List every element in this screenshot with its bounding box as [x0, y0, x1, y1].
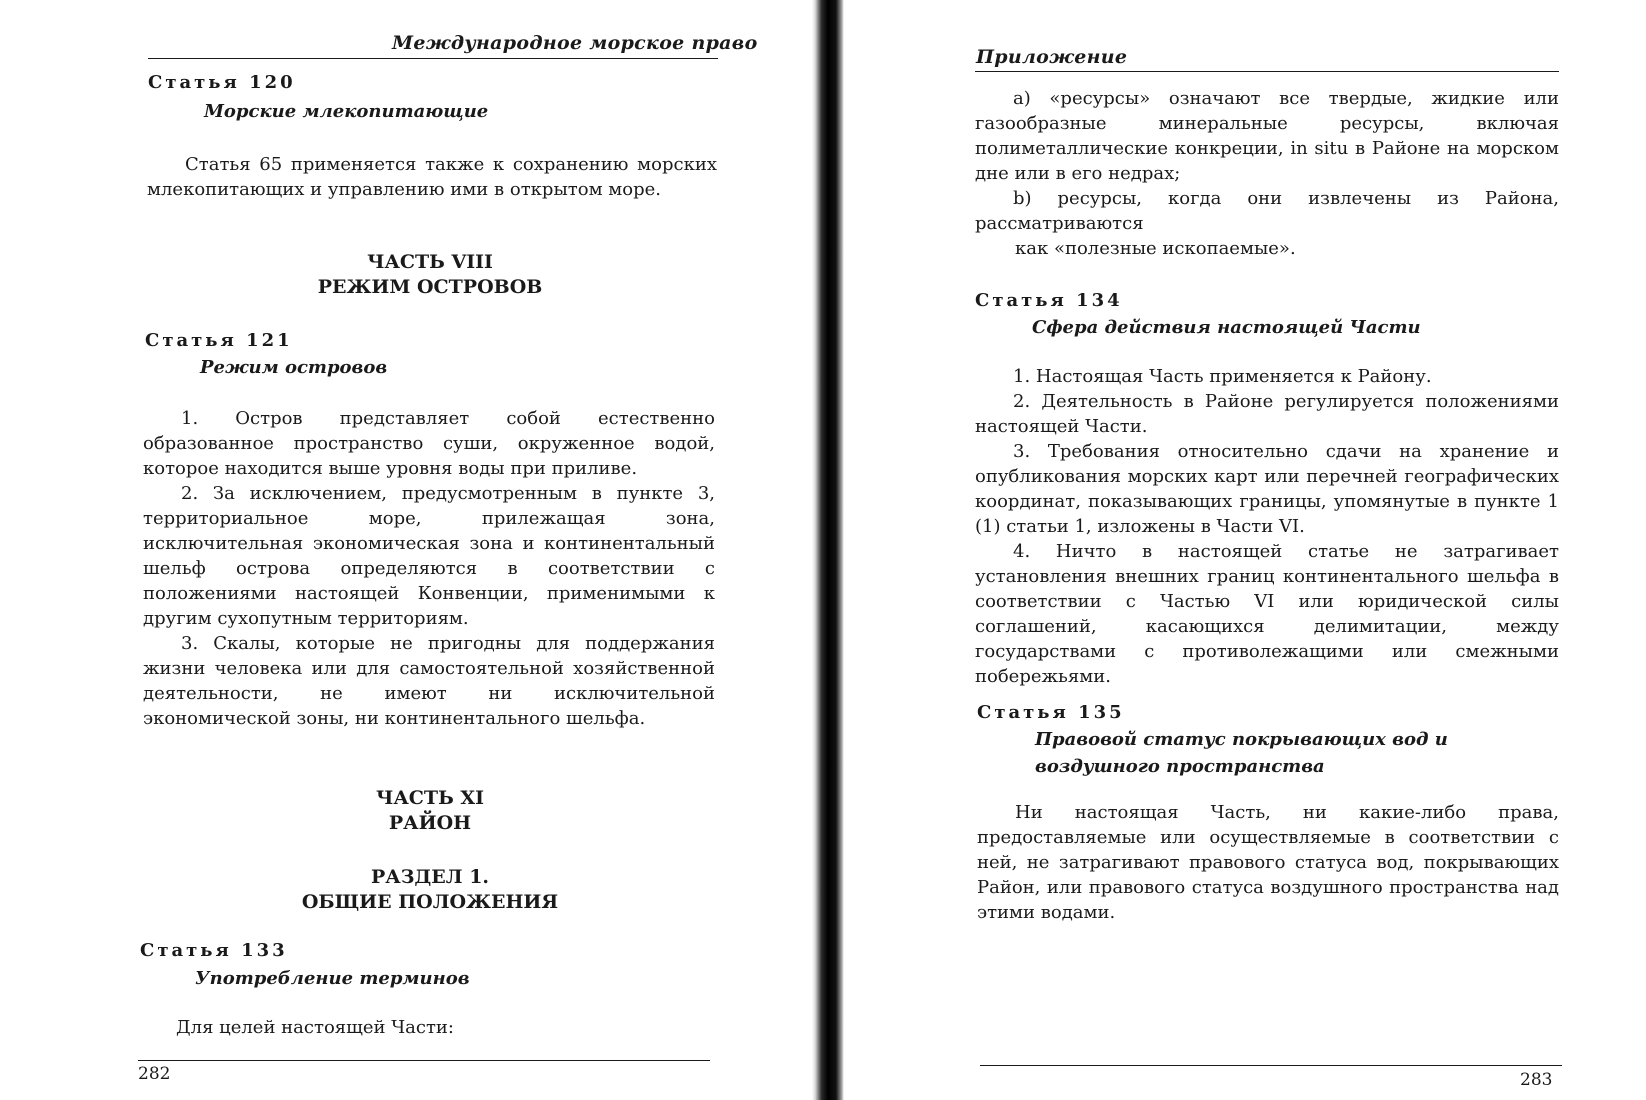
paragraph: как «полезные ископаемые».	[1015, 238, 1296, 259]
paragraph: 3. Скалы, которые не пригодны для поддержания жизни человека или для самостоятельной хозяйственной деятельности, не имеют ни исключительной экономической зоны, ни континентального шельфа.	[143, 633, 715, 729]
article-title: Правовой статус покрывающих вод и воздушного пространства	[1035, 729, 1448, 777]
paragraph: 3. Требования относительно сдачи на хранение и опубликования морских карт или перечней географических координат, показывающих границы, упомянутые в пункте 1 (1) статьи 1, изложены в Части VI.	[975, 441, 1559, 537]
paragraph: 2. За исключением, предусмотренным в пункте 3, территориальное море, прилежащая зона, исключительная экономическая зона и континентальный шельф острова определяются в соответствии с положениями настоящей Конвенции, применимыми к другим сухопутным территориям.	[143, 483, 715, 629]
header-rule	[148, 58, 718, 59]
part-title: РЕЖИМ ОСТРОВОВ	[317, 276, 543, 298]
page-number: 282	[138, 1064, 171, 1084]
article-body	[975, 364, 1559, 689]
part-number: ЧАСТЬ XI	[375, 787, 484, 809]
part-title: РАЙОН	[388, 812, 472, 834]
paragraph: 2. Деятельность в Районе регулируется положениями настоящей Части.	[975, 391, 1559, 437]
footer-rule	[138, 1060, 710, 1061]
section-heading	[180, 865, 680, 915]
paragraph: a) «ресурсы» означают все твердые, жидкие или газообразные минеральные ресурсы, включая полиметаллические конкреции, in situ в Районе на морском дне или в его недрах;	[975, 88, 1559, 184]
header-rule	[975, 71, 1559, 72]
running-head: Приложение	[976, 46, 1128, 68]
article-number: Статья 134	[975, 290, 1123, 311]
paragraph: Статья 65 применяется также к сохранению морских млекопитающих и управлению ими в открытом море.	[147, 154, 717, 200]
paragraph: Для целей настоящей Части:	[176, 1017, 454, 1038]
article-number: Статья 120	[148, 72, 296, 93]
article-body	[147, 152, 717, 202]
left-page	[0, 0, 815, 1100]
article-number: Статья 121	[145, 330, 293, 351]
paragraph: 4. Ничто в настоящей статье не затрагивает установления внешних границ континентального шельфа в соответствии с Частью VI или юридической силы соглашений, касающихся делимитации, между государствами с противолежащими или смежными побережьями.	[975, 541, 1559, 687]
paragraph: 1. Настоящая Часть применяется к Району.	[1013, 366, 1432, 387]
page-number: 283	[1520, 1070, 1553, 1090]
part-heading	[180, 786, 680, 836]
footer-rule	[980, 1065, 1562, 1066]
section-title: ОБЩИЕ ПОЛОЖЕНИЯ	[301, 891, 559, 913]
running-head: Международное морское право	[392, 32, 758, 54]
article-continuation	[975, 86, 1559, 261]
article-body	[138, 1015, 710, 1040]
part-heading	[180, 250, 680, 300]
article-title: Сфера действия настоящей Части	[1032, 317, 1421, 338]
article-title: Морские млекопитающие	[204, 101, 489, 122]
article-number: Статья 135	[977, 702, 1125, 723]
paragraph: 1. Остров представляет собой естественно образованное пространство суши, окруженное водой, которое находится выше уровня воды при приливе.	[143, 408, 715, 479]
paragraph: Ни настоящая Часть, ни какие-либо права, предоставляемые или осуществляемые в соответствии с ней, не затрагивают правового статуса вод, покрывающих Район, или правового статуса воздушного пространства над этими водами.	[977, 802, 1559, 923]
section-number: РАЗДЕЛ 1.	[370, 866, 490, 888]
article-body	[977, 800, 1559, 925]
article-title: Режим островов	[200, 357, 388, 378]
part-number: ЧАСТЬ VIII	[367, 251, 493, 273]
right-page	[840, 0, 1646, 1100]
paragraph: b) ресурсы, когда они извлечены из Района, рассматриваются	[975, 188, 1559, 234]
article-number: Статья 133	[140, 940, 288, 961]
article-title: Употребление терминов	[195, 968, 470, 989]
article-body	[143, 406, 715, 731]
